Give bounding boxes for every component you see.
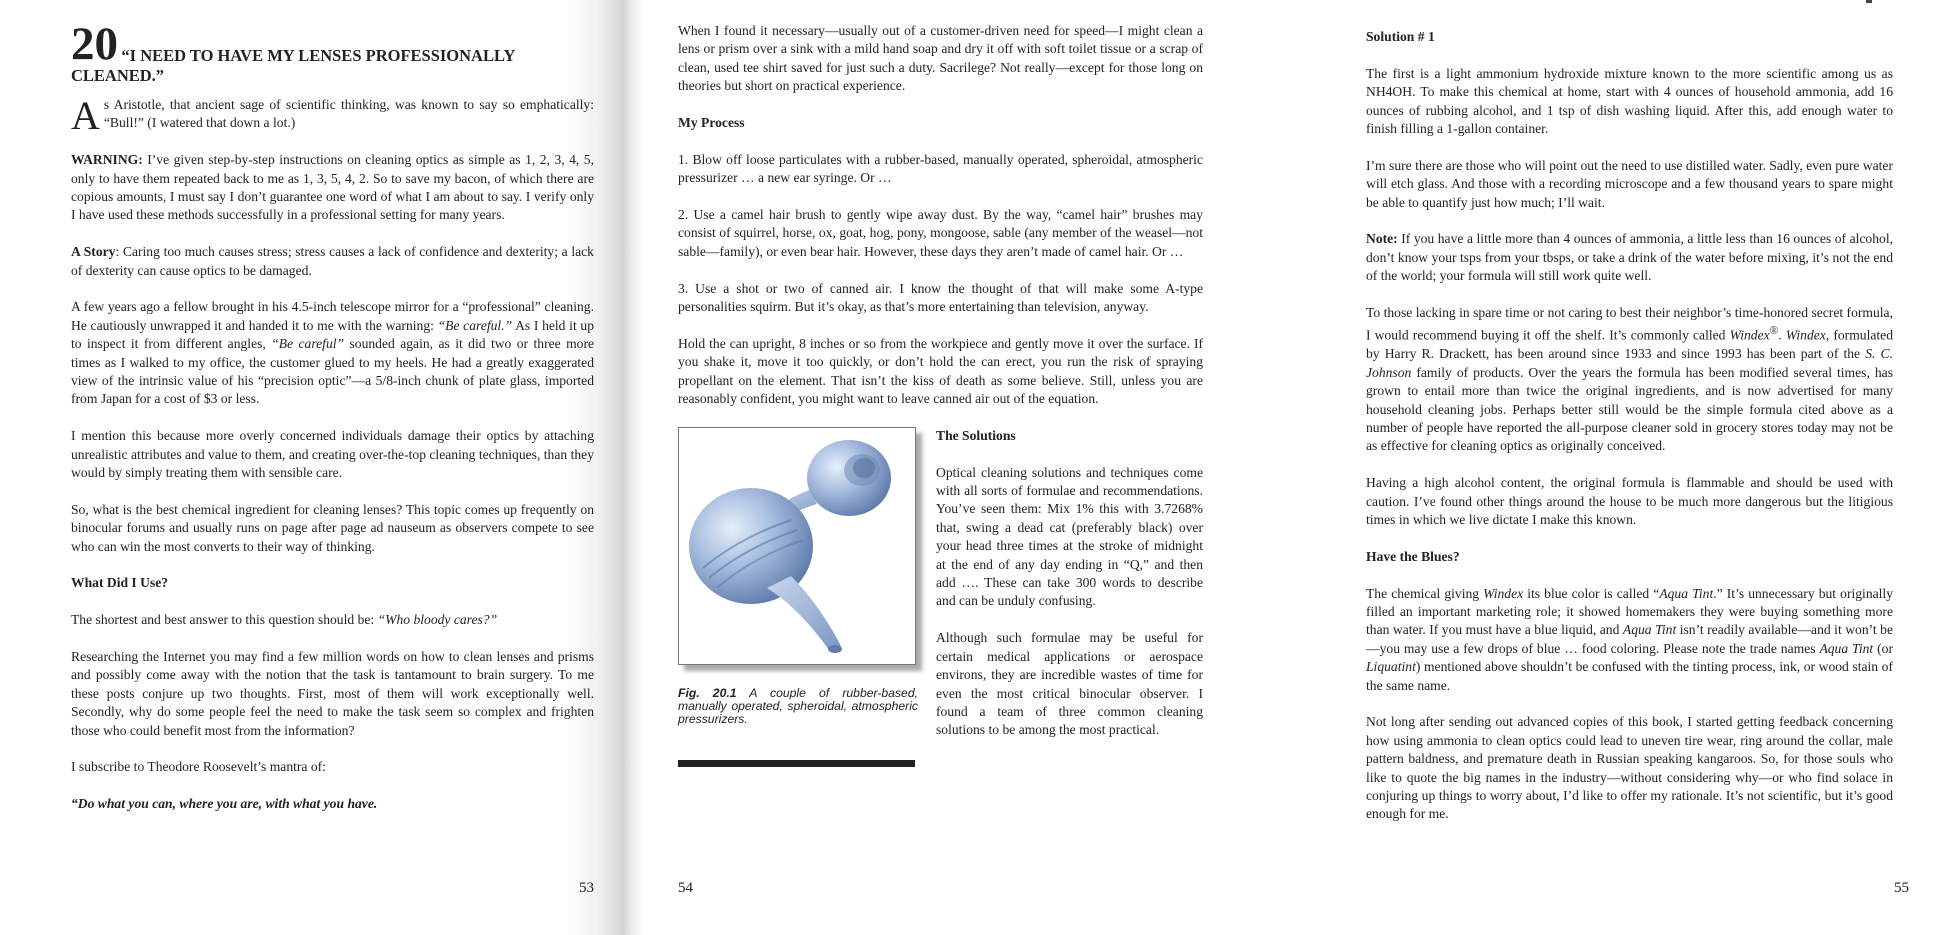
although-paragraph: Although such formulae may be useful for certain medical applications or aerospace environs, they are incredible wastes of time for even the most critical binocular observer. I found a team of three common cleaning solutions to be among the most practical. [936,630,1203,738]
figure-image [678,427,916,665]
step-2-paragraph: 2. Use a camel hair brush to gently wipe away dust. By the way, “camel hair” brushes may consist of squirrel, horse, ox, goat, hog, pony, mongoose, sable (any member of the weasel—not sable—family), or even bear hair. However, these days they aren’t made of camel hair. Or … [678,207,1203,259]
process-heading: My Process [678,115,745,131]
page-number-53: 53 [579,880,594,896]
chem-text-3: .” It’s unnecessary but originally filled an important marketing role; it showed homemakers they were buying something more than water. If you must have a blue liquid, and [1366,585,1893,638]
first-paragraph: The first is a light ammonium hydroxide mixture known to the more scientific among us as NH4OH. To make this chemical at home, start with 4 ounces of household ammonia, add 16 ounces of rubbing alcohol, and 1 tsp of dish washing liquid. After this, add enough water to finish filling a 1-gallon container. [1366,65,1893,137]
page-55-column [1366,28,1893,842]
subscribe-paragraph: I subscribe to Theodore Roosevelt’s mantra of: [71,759,326,775]
page-53 [0,0,622,935]
top-mark [1866,0,1872,3]
what-did-heading: What Did I Use? [71,575,169,591]
note-text: If you have a little more than 4 ounces of ammonia, a little less than 16 ounces of alcohol, don’t know your tsps from your tbsps, or take a drink of the water before mixing, it’s not the end of the world; your formula will still work quite well. [1366,231,1893,284]
registered-mark: ® [1769,325,1779,338]
warning-paragraph [71,151,594,225]
hold-paragraph: Hold the can upright, 8 inches or so from the workpiece and gently move it over the surface. If you shake it, move it too quickly, or don’t hold the can erect, you run the risk of spraying propellant on the element. That isn’t the kiss of death as some believe. Still, unless you are reasonably confident, you might want to leave canned air out of the equation. [678,335,1203,407]
sc-johnson-term: S. C. Johnson [1366,346,1893,380]
warning-text: I’ve given step-by-step instructions on cleaning optics as simple as 1, 2, 3, 4, 5, only to have them repeated back to me as 1, 3, 5, 4, 2. So to save my bacon, of which there are copious amounts, I must say I don’t guarantee one word of what I am about to say. I verify only I have used these methods successfully in a professional setting for many years. [71,152,594,223]
lacking-paragraph [1366,304,1893,456]
figure-20-1 [678,427,918,767]
fellow-quote-1: “Be careful.” [437,317,513,333]
chapter-number: 20 [71,18,118,70]
figure-rule [678,760,915,767]
story-text: : Caring too much causes stress; stress causes a lack of confidence and dexterity; a lack of dexterity can cause optics to be damaged. [71,244,594,278]
note-paragraph [1366,230,1893,285]
chem-text-2: its blue color is called “ [1523,585,1660,601]
note-label: Note: [1366,231,1398,247]
aqua-tint-term: Aqua Tint [1659,585,1714,601]
chem-text-4: isn’t readily available—and it won’t be—you may use a few drops of blue … food coloring. Please note the trade names [1366,622,1893,656]
warning-label: WARNING: [71,152,143,168]
chem-text-5: (or [1873,640,1893,656]
story-label: A Story [71,244,116,260]
nozzle-tip [828,645,842,653]
mention-paragraph: I mention this because more overly concerned individuals damage their optics by attaching unrealistic attributes and value to them, and creating over-the-top cleaning techniques, than they would by simply treating them with sensible care. [71,428,594,481]
shortest-quote: “Who bloody cares?” [377,612,498,628]
solution-1-heading: Solution # 1 [1366,29,1435,44]
chemical-paragraph [1366,585,1893,695]
fellow-quote-2: “Be careful” [271,336,345,352]
figure-caption [678,687,918,726]
optical-paragraph: Optical cleaning solutions and techniques come with all sorts of formulae and recommendations. You’ve seen them: Mix 1% this with 3.7268% that, swing a dead cat (preferably black) over your head three times at the stroke of midnight at the end of any day ending in “Q,” and then add …. These can take 300 words to describe and can be unduly confusing. [936,464,1203,609]
chapter-heading [71,18,594,86]
page-54-column [678,22,1203,771]
chapter-title: “I NEED TO HAVE MY LENSES PROFESSIONALLY CLEANED.” [71,46,515,85]
windex-term: Windex [1729,327,1770,343]
aqua-tint-term-3: Aqua Tint [1819,640,1874,656]
page-54 [622,0,1322,935]
so-what-paragraph: So, what is the best chemical ingredient for cleaning lenses? This topic comes up frequently on binocular forums and usually runs on page after page ad nauseum as observers compete to see who can win the most converts to their way of thinking. [71,501,594,554]
page-55 [1322,0,1943,935]
blues-heading: Have the Blues? [1366,548,1460,564]
distilled-paragraph: I’m sure there are those who will point out the need to use distilled water. Sadly, even pure water will etch glass. And those with a recording microscope and a few thousand years to spare might be able to quantify just how much; I’ll wait. [1366,157,1893,210]
intro-text: s Aristotle, that ancient sage of scientific thinking, was known to say so emphatically: “Bull!” (I watered that down a lot.) [103,97,594,131]
fellow-text-3: sounded again, as it did two or three more times as I walked to my office, the customer glued to my heels. He had a greatly exaggerated view of the intrinsic value of his “precision optic”—a 5/8-inch chunk of plate glass, imported from Japan for a cost of $3 or less. [71,336,595,407]
page-number-55: 55 [1894,880,1909,896]
research-paragraph: Researching the Internet you may find a few million words on how to clean lenses and prisms and possibly come away with the notion that the task is tantamount to brain surgery. To me these posts conjure up two thoughts. First, most of them will work exceptionally well. Secondly, why do some people feel the need to make the task seem so complex and frighten those who could benefit most from the information? [71,649,594,738]
roosevelt-quote [71,795,594,813]
windex-term-2: Windex [1785,327,1826,343]
lacking-text-3: , formulated by Harry R. Drackett, has been around since 1933 and since 1993 has been part of the [1366,327,1893,362]
step-3-paragraph: 3. Use a shot or two of canned air. I know the thought of that will make some A-type personalities squirm. But it’s okay, as that’s more entertaining than television, anyway. [678,280,1203,315]
roosevelt-quote-text: “Do what you can, where you are, with what you have. [71,796,378,812]
page-number-54: 54 [678,880,693,896]
when-paragraph: When I found it necessary—usually out of a customer-driven need for speed—I might clean a lens or prism over a sink with a mild hand soap and dry it off with soft toilet tissue or a scrap of clean, used tee shirt saved for just such a duty. Sacrilege? Not really—except for those long on theories but short on practical experience. [678,23,1203,94]
aqua-tint-term-2: Aqua Tint [1622,622,1677,638]
figure-label: Fig. 20.1 [678,685,737,700]
fellow-text-1: A few years ago a fellow brought in his 4.5-inch telescope mirror for a “professional” cleaning. He cautiously unwrapped it and handed it to me with the warning: [71,299,594,333]
chem-text-6: ) mentioned above shouldn’t be confused with the tinting process, ink, or wood stain of the same name. [1366,659,1893,693]
page-53-column [71,18,595,832]
figure-caption-text: A couple of rubber-based, manually operated, spheroidal, atmospheric pressurizers. [678,685,918,726]
drop-cap: A [71,93,100,138]
liquatint-term: Liquatint [1366,659,1416,675]
ear-syringe-illustration [679,428,915,664]
lacking-text-1: To those lacking in spare time or not caring to best their neighbor’s time-honored secret formula, I would recommend buying it off the shelf. It’s commonly called [1366,305,1893,343]
front-nozzle [767,576,841,650]
shortest-paragraph [71,611,594,629]
step-1-paragraph: 1. Blow off loose particulates with a rubber-based, manually operated, spheroidal, atmospheric pressurizer … a new ear syringe. Or … [678,151,1203,186]
windex-term-3: Windex [1483,585,1524,601]
story-paragraph [71,243,594,280]
not-long-paragraph: Not long after sending out advanced copies of this book, I started getting feedback concerning how using ammonia to clean optics could lead to uneven tire wear, ring around the collar, male pattern baldness, and premature death in Russian speaking kangaroos. So, for those souls who like to quote the big names in the industry—without considering why—or who find solace in conjuring up things to worry about, I’d like to offer my rationale. It’s not scientific, but it’s good enough for me. [1366,714,1893,822]
shortest-text: The shortest and best answer to this question should be: [71,612,378,628]
fellow-text-2: As I held it up to inspect it from different angles, [71,317,594,352]
solutions-heading: The Solutions [936,427,1016,443]
fellow-paragraph [71,298,594,408]
intro-paragraph [71,93,594,138]
lacking-text-4: family of products. Over the years the formula has been modified several times, has grown to entail more than twice the original ingredients, and is now advertised for many household cleaning jobs. Perhaps better still would be the simple formula cited above as a number of people have reported the all-purpose cleaner sold in grocery stores today may not be as effective for cleaning optics as originally conceived. [1366,364,1893,454]
lacking-text-2: . [1778,327,1786,343]
alcohol-paragraph: Having a high alcohol content, the original formula is flammable and should be used with caution. I’ve found other things around the house to be much more dangerous but the litigious times in which we live dictate I make this known. [1366,475,1893,528]
chem-text-1: The chemical giving [1366,585,1484,601]
